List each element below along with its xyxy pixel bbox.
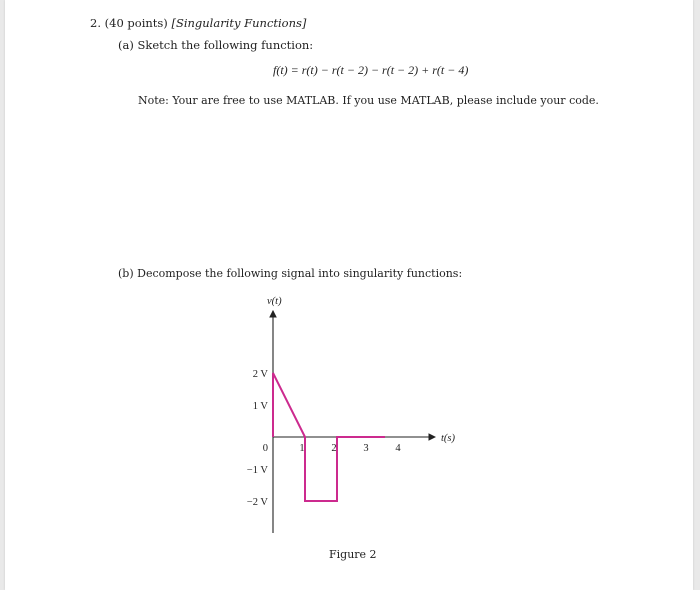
part-b-label: (b) [118, 267, 134, 280]
part-a-equation: f(t) = r(t) − r(t − 2) − r(t − 2) + r(t − 4) [273, 63, 469, 77]
part-a-note: Note: Your are free to use MATLAB. If you use MATLAB, please include your code. [138, 94, 599, 107]
y-tick-label: −1 V [246, 465, 268, 476]
question-topic: [Singularity Functions] [171, 16, 307, 30]
part-b-text: Decompose the following signal into singularity functions: [137, 267, 463, 280]
document-page [5, 0, 693, 590]
figure-caption: Figure 2 [329, 548, 377, 561]
x-tick-label: 3 [363, 443, 369, 454]
x-tick-label: 2 [331, 443, 337, 454]
figure-2-chart [5, 0, 693, 590]
x-axis-label: t(s) [441, 433, 455, 444]
question-points: (40 points) [104, 16, 168, 30]
question-number: 2. [90, 16, 101, 30]
y-axis-label: v(t) [267, 296, 282, 307]
y-tick-label: −2 V [246, 497, 268, 508]
y-tick-label: 2 V [252, 369, 268, 380]
y-tick-label: 0 [262, 443, 268, 454]
part-a-text: Sketch the following function: [137, 38, 314, 52]
part-a-label: (a) [118, 38, 134, 52]
x-tick-label: 1 [299, 443, 305, 454]
chart-labels [247, 296, 456, 508]
x-tick-label: 4 [395, 443, 401, 454]
y-tick-label: 1 V [252, 401, 268, 412]
